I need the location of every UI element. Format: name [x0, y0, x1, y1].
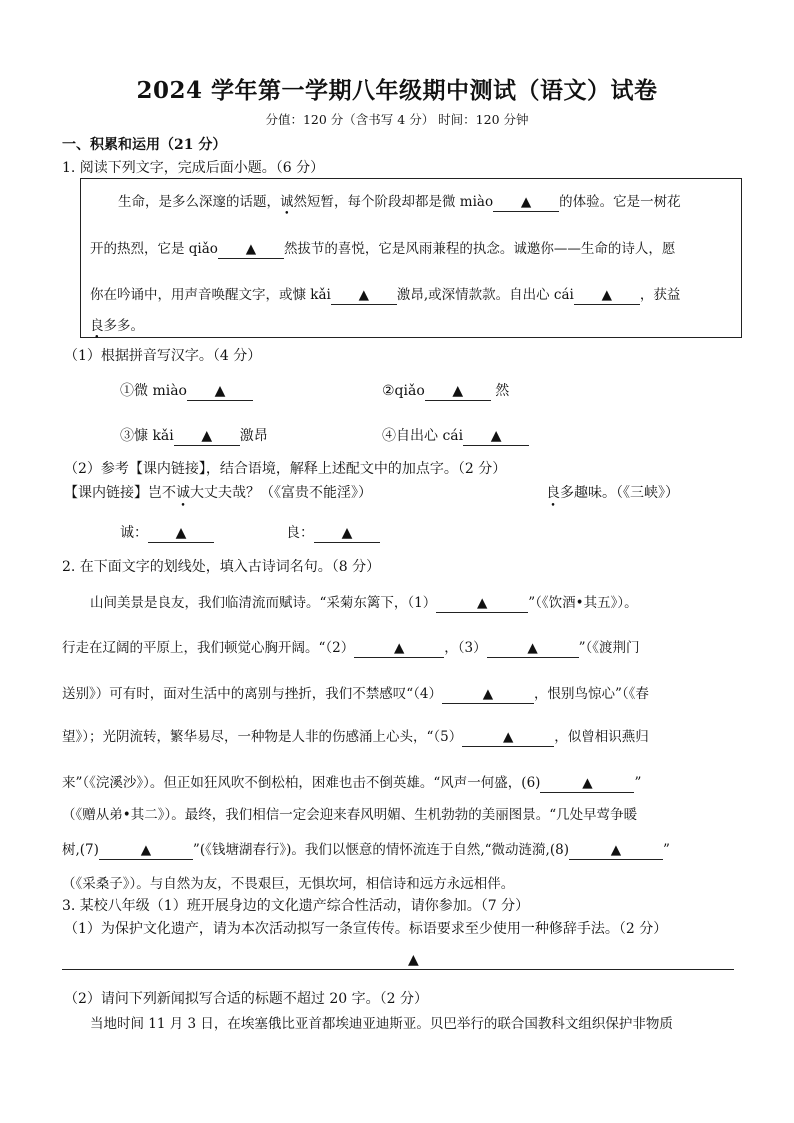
q2-text: ，似曾相识燕归 [554, 729, 649, 745]
answer-blank[interactable]: ▲ [493, 195, 559, 212]
q1-sub1-c [120, 425, 268, 446]
q1-stem: 1. 阅读下列文字，完成后面小题。（6 分） [62, 160, 325, 176]
passage-text: 你在吟诵中，用声音唤醒文字，或慷 kǎi [90, 287, 331, 303]
answer-blank[interactable]: ▲ [425, 384, 491, 401]
item-label: ①微 miào [120, 383, 187, 399]
answer-blank[interactable]: ▲ [331, 288, 397, 305]
answer-blank[interactable]: ▲ [187, 384, 253, 401]
passage-text: 激昂,或深情款款。自出心 cái [396, 287, 574, 303]
passage-line-4 [90, 314, 144, 334]
q2-text: 望》）；光阴流转，繁华易尽，一种物是人非的伤感涌上心头，“（5） [62, 729, 463, 745]
item-label: 激昂 [239, 428, 268, 444]
dotted-char: 良 [546, 485, 560, 501]
item-label: ④自出心 cái [382, 428, 464, 444]
passage-line-1 [118, 190, 681, 212]
answer-line[interactable] [62, 969, 734, 970]
q2-text: 行走在辽阔的平原上，我们顿觉心胸开阔。“（2） [62, 640, 355, 656]
link-a [64, 482, 372, 502]
link-b [546, 482, 679, 502]
answer-blank[interactable]: ▲ [487, 641, 579, 658]
q2-line-5 [62, 771, 641, 793]
q2-line-6: （《赠从弟•其二》）。最终，我们相信一定会迎来春风明媚、生机勃勃的美丽图景。“几处早莺争暖 [62, 807, 638, 823]
passage-line-2 [90, 237, 675, 259]
q2-text: ”（《渡荆门 [578, 640, 640, 656]
dotted-char: 诚 [280, 194, 294, 210]
answer-label: 良： [286, 525, 314, 541]
passage-text: ，获益 [639, 287, 681, 303]
q1-sub2-stem: （2）参考【课内链接】，结合语境，解释上述配文中的加点字。（2 分） [64, 461, 507, 477]
item-label: ③慷 kǎi [120, 428, 174, 444]
q2-line-2 [62, 636, 640, 658]
q2-text: ” [634, 775, 642, 791]
q2-line-1 [90, 591, 638, 613]
answer-cheng [120, 522, 214, 543]
answer-blank[interactable]: ▲ [99, 843, 193, 860]
exam-title: 2024 学年第一学期八年级期中测试（语文）试卷 [136, 77, 658, 104]
q2-text: ” [662, 842, 670, 858]
q2-text: ，恨别鸟惊心”（《春 [534, 686, 649, 702]
answer-blank[interactable]: ▲ [314, 526, 380, 543]
q2-line-7 [62, 838, 670, 860]
answer-blank[interactable]: ▲ [436, 596, 528, 613]
answer-line-mark: ▲ [408, 952, 419, 968]
q2-line-8: （《采桑子》）。与自然为友，不畏艰巨，无惧坎坷，相信诗和远方永远相伴。 [62, 876, 515, 892]
passage-line-3 [90, 283, 680, 305]
q2-text: 山间美景是良友，我们临清流而赋诗。“采菊东篱下，（1） [90, 595, 437, 611]
q3-stem: 3. 某校八年级（1）班开展身边的文化遗产综合性活动，请你参加。（7 分） [62, 898, 530, 914]
exam-subtitle: 分值：120 分（含书写 4 分） 时间：120 分钟 [265, 112, 529, 127]
section-heading: 一、积累和运用（21 分） [62, 137, 227, 153]
q1-sub1-stem: （1）根据拼音写汉字。（4 分） [64, 348, 262, 364]
q2-stem: 2. 在下面文字的划线处，填入古诗词名句。（8 分） [62, 559, 381, 575]
q2-text: 来”（《浣溪沙》）。但正如狂风吹不倒松柏，困难也击不倒英雄。“风声一何盛，(6) [62, 775, 541, 791]
q2-text: ”（《饮酒•其五》）。 [528, 595, 638, 611]
q2-text: 送别》）可有时，面对生活中的离别与挫折，我们不禁感叹“（4） [62, 686, 442, 702]
passage-text: 的体验。它是一树花 [559, 194, 681, 210]
answer-blank[interactable]: ▲ [463, 429, 529, 446]
answer-blank[interactable]: ▲ [442, 687, 534, 704]
q3-sub1: （1）为保护文化遗产，请为本次活动拟写一条宣传传。标语要求至少使用一种修辞手法。（2 分） [64, 921, 668, 937]
passage-text: 多多。 [103, 318, 144, 334]
dotted-char: 良 [90, 318, 104, 334]
answer-blank[interactable]: ▲ [574, 288, 640, 305]
q1-sub1-d [382, 425, 529, 446]
link-text: 【课内链接】岂不 [64, 485, 176, 501]
answer-blank[interactable]: ▲ [540, 776, 634, 793]
link-text: 多趣味。（《三峡》） [560, 485, 679, 501]
q2-text: ”(《钱塘湖春行》)。我们以惬意的情怀流连于自然,“微动涟漪,(8) [192, 842, 569, 858]
answer-blank[interactable]: ▲ [569, 843, 663, 860]
item-label: ②qiǎo [382, 383, 425, 399]
item-label: 然 [495, 383, 510, 399]
link-text: 大丈夫哉？（《富贵不能淫》） [190, 485, 372, 501]
answer-blank[interactable]: ▲ [174, 429, 240, 446]
passage-text: 然拔节的喜悦，它是风雨兼程的执念。诚邀你——生命的诗人，愿 [283, 241, 676, 257]
answer-label: 诚： [120, 525, 148, 541]
q3-news: 当地时间 11 月 3 日，在埃塞俄比亚首都埃迪亚迪斯亚。贝巴举行的联合国教科文组织保护非物质 [90, 1016, 673, 1032]
q3-sub2: （2）请问下列新闻拟写合适的标题不超过 20 字。（2 分） [64, 991, 428, 1007]
passage-text: 生命，是多么深邃的话题， [118, 194, 280, 210]
passage-text: 开的热烈，它是 qiǎo [90, 241, 218, 257]
dotted-char: 诚 [176, 485, 190, 501]
q2-text: 树,(7) [62, 842, 99, 858]
answer-blank[interactable]: ▲ [148, 526, 214, 543]
q2-line-3 [62, 682, 649, 704]
answer-liang [286, 522, 380, 543]
q2-text: ，（3） [444, 640, 487, 656]
answer-blank[interactable]: ▲ [354, 641, 444, 658]
q2-line-4 [62, 725, 649, 747]
passage-text: 然短暂，每个阶段却都是微 miào [293, 194, 494, 210]
q1-sub1-a [120, 380, 253, 401]
q1-sub1-b [382, 380, 509, 401]
answer-blank[interactable]: ▲ [462, 730, 554, 747]
answer-blank[interactable]: ▲ [218, 242, 284, 259]
